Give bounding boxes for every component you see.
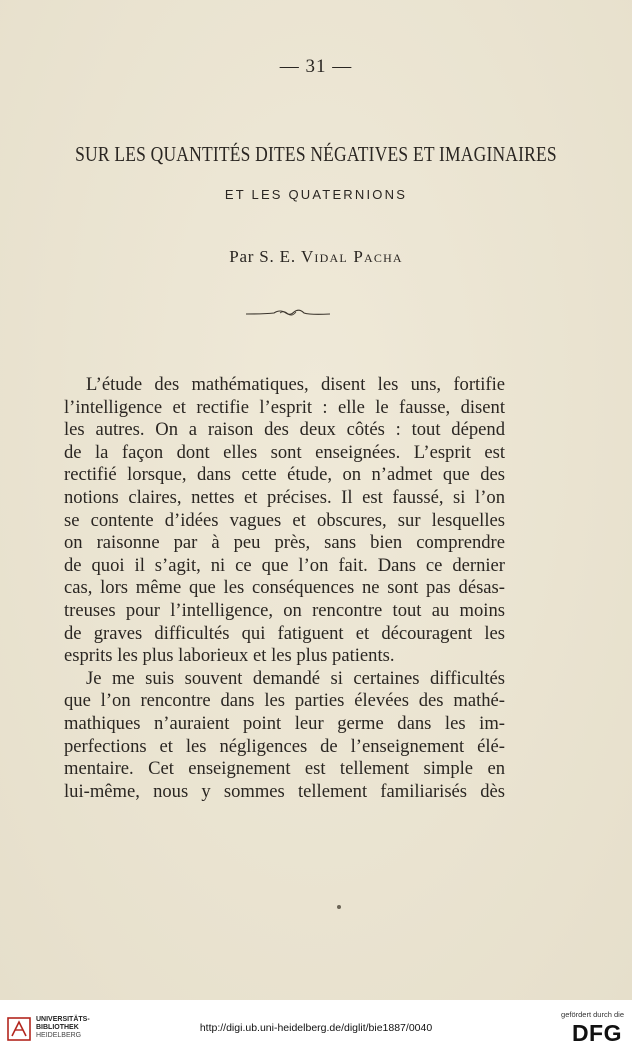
body-line: cas, lors même que les conséquences ne sont pas désas- xyxy=(64,577,505,599)
dfg-logo: DFG xyxy=(571,1020,622,1046)
page-number: — 31 — xyxy=(279,56,353,77)
library-name: UNIVERSITÄTS- BIBLIOTHEK HEIDELBERG xyxy=(36,1016,90,1039)
body-line: mentaire. Cet enseignement est tellement simple en xyxy=(64,758,505,780)
ornament-divider-icon xyxy=(244,306,332,320)
body-line: de quoi il s’agit, ni ce que l’on fait. Dans ce dernier xyxy=(64,554,505,576)
permalink-url[interactable]: http://digi.ub.uni-heidelberg.de/diglit/bie1887/0040 xyxy=(199,1022,433,1034)
body-line: Je me suis souvent demandé si certaines difficultés xyxy=(86,667,505,689)
footer-bar xyxy=(0,1000,632,1052)
author-prefix: Par S. E. xyxy=(229,247,296,266)
body-line: de graves difficultés qui fatiguent et découragent les xyxy=(64,622,505,644)
body-line: on raisonne par à peu près, sans bien comprendre xyxy=(64,532,505,554)
article-title: SUR LES QUANTITÉS DITES NÉGATIVES ET IMAGINAIRES xyxy=(75,142,557,166)
author-line xyxy=(0,247,632,267)
body-text xyxy=(64,374,505,803)
body-line: se contente d’idées vagues et obscures, sur lesquelles xyxy=(64,509,505,531)
body-line: L’étude des mathématiques, disent les uns, fortifie xyxy=(86,374,505,395)
body-line: que l’on rencontre dans les parties élevées des mathé- xyxy=(64,690,505,712)
article-subtitle: ET LES QUATERNIONS xyxy=(224,187,408,202)
body-line: perfections et les négligences de l’enseignement élé- xyxy=(64,735,505,757)
body-line: treuses pour l’intelligence, on rencontre tout au moins xyxy=(64,599,505,621)
body-line: notions claires, nettes et précises. Il est faussé, si l’on xyxy=(64,486,505,508)
body-line: rectifié lorsque, dans cette étude, on n’admet que des xyxy=(64,464,505,486)
body-line: les autres. On a raison des deux côtés : tout dépend xyxy=(64,419,505,441)
body-line: lui-même, nous y sommes tellement familiarisés dès xyxy=(64,780,505,802)
body-line: l’intelligence et rectifie l’esprit : elle le fausse, disent xyxy=(64,396,505,418)
author-name: Vidal Pacha xyxy=(300,247,403,266)
page-speck xyxy=(337,905,341,909)
funder-note: gefördert durch die xyxy=(561,1010,624,1019)
body-line: de la façon dont elles sont enseignées. L’esprit est xyxy=(64,441,505,463)
body-line: mathiques n’auraient point leur germe dans les im- xyxy=(64,712,505,734)
body-line: esprits les plus laborieux et les plus patients. xyxy=(64,645,395,667)
